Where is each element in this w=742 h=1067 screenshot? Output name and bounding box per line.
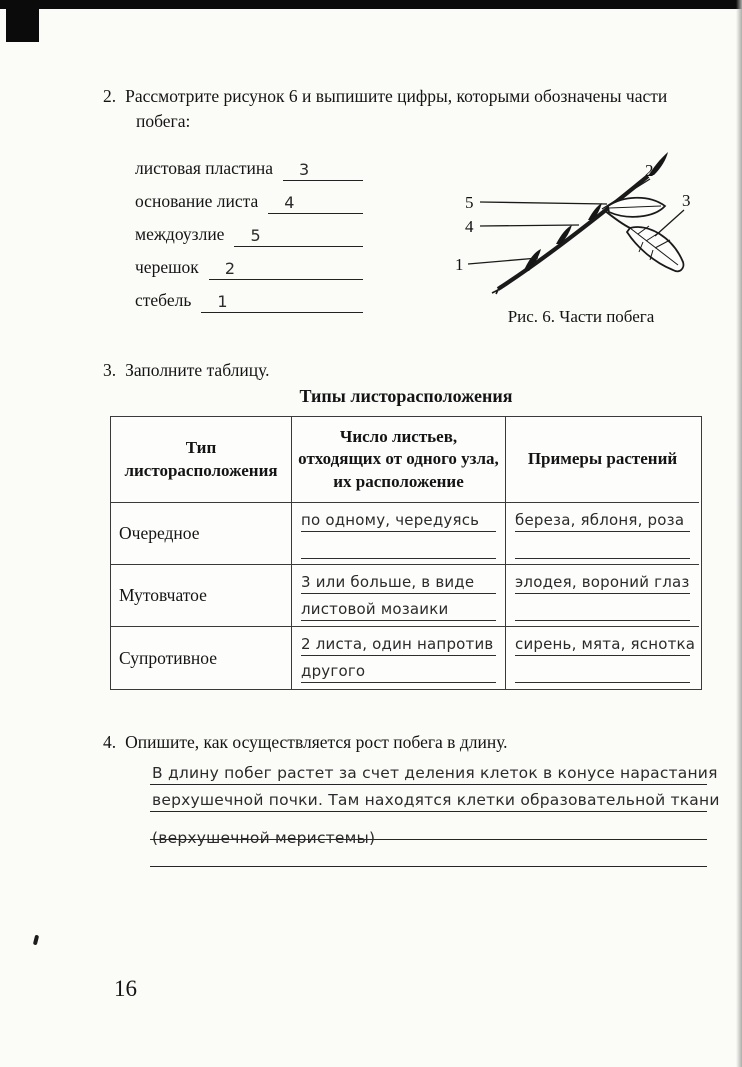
- table-header-count: Число листьев, отходящих от одного узла, их расположение: [292, 417, 506, 503]
- answer-blank-line: [268, 181, 363, 214]
- page-number: 16: [114, 976, 137, 1001]
- table-cell-type: Мутовчатое: [111, 565, 292, 627]
- scan-corner-block: [6, 0, 39, 42]
- handwritten-answer: 4: [284, 193, 295, 212]
- answer-line: [515, 505, 690, 532]
- answer-line: [515, 532, 690, 559]
- answer-line: [301, 629, 496, 656]
- figure-pointer-5: 5: [465, 193, 474, 212]
- answer-line: [301, 594, 496, 621]
- answer-blank-line: [201, 280, 363, 313]
- handwritten-answer: 2 листа, один напротив: [301, 635, 494, 653]
- handwritten-answer: (верхушечной меристемы): [152, 828, 376, 847]
- figure-shoot: [452, 146, 710, 327]
- handwritten-answer: 2: [224, 259, 236, 278]
- table-cell-examples: [506, 627, 699, 689]
- leaf-arrangement-table: [110, 416, 702, 690]
- handwritten-answer: по одному, чередуясь: [301, 511, 480, 529]
- table-cell-count: [292, 565, 506, 627]
- scan-edge-shadow: [736, 0, 742, 1067]
- axillary-bud: [588, 203, 602, 220]
- fill-row-leaf-blade: [135, 148, 363, 181]
- handwritten-answer: верхушечной почки. Там находятся клетки образовательной ткани: [152, 791, 720, 809]
- fill-row-internode: [135, 214, 363, 247]
- answer-line: [301, 656, 496, 683]
- fill-label: основание листа: [135, 191, 259, 211]
- task3-heading: [103, 358, 503, 383]
- handwritten-answer: другого: [301, 662, 366, 680]
- figure-pointer-3: 3: [682, 191, 691, 210]
- figure-pointer-1: 1: [455, 255, 464, 274]
- task2-heading: [103, 84, 691, 134]
- table-header-examples: Примеры растений: [506, 417, 699, 503]
- answer-line: [150, 812, 707, 847]
- task2-number: 2.: [103, 86, 117, 106]
- task2-fill-list: [135, 148, 363, 313]
- task4-number: 4.: [103, 732, 117, 752]
- answer-blank-line: [234, 214, 363, 247]
- leaf-main: [627, 227, 683, 271]
- answer-line: [515, 629, 696, 656]
- handwritten-answer: В длину побег растет за счет деления клеток в конусе нарастания: [152, 763, 718, 782]
- fill-row-stem: [135, 280, 363, 313]
- fill-label: междоузлие: [135, 224, 225, 244]
- table-cell-count: [292, 503, 506, 565]
- handwritten-answer: 5: [250, 226, 261, 245]
- scan-mark: [33, 935, 39, 946]
- fill-label: черешок: [135, 257, 199, 277]
- figure-caption: Рис. 6. Части побега: [507, 307, 655, 326]
- fill-row-petiole: [135, 247, 363, 280]
- table-cell-examples: [506, 503, 699, 565]
- handwritten-answer: береза, яблоня, роза: [515, 511, 685, 529]
- table-cell-type: Супротивное: [111, 627, 292, 689]
- table-cell-type: Очередное: [111, 503, 292, 565]
- stem-line: [498, 176, 648, 289]
- answer-line: [515, 567, 690, 594]
- task4-answer-block: [150, 757, 720, 867]
- pointer-line-1: [468, 258, 538, 264]
- table-title: Типы листорасположения: [299, 386, 513, 406]
- scan-top-strip: [0, 0, 742, 9]
- answer-line: [515, 594, 690, 621]
- task3-text: Заполните таблицу.: [125, 360, 270, 380]
- answer-line: [301, 532, 496, 559]
- handwritten-answer: 1: [217, 292, 228, 311]
- table-cell-examples: [506, 565, 699, 627]
- table-cell-count: [292, 627, 506, 689]
- task4-heading: [103, 730, 691, 755]
- answer-line: [150, 785, 720, 813]
- task4-text: Опишите, как осуществляется рост побега в длину.: [125, 732, 508, 752]
- fill-row-leaf-base: [135, 181, 363, 214]
- shoot-drawing-svg: [452, 146, 710, 298]
- answer-blank-line: [283, 148, 363, 181]
- pointer-line-5: [480, 202, 607, 204]
- answer-blank-line: [209, 247, 363, 280]
- figure-pointer-2: 2: [645, 161, 654, 180]
- fill-label: стебель: [135, 290, 192, 310]
- answer-line: [301, 505, 496, 532]
- answer-line: [301, 567, 496, 594]
- pointer-line-4: [480, 225, 579, 226]
- pointer-line-3: [655, 210, 684, 236]
- handwritten-answer: сирень, мята, яснотка: [515, 635, 696, 653]
- answer-line: [150, 757, 718, 785]
- figure-pointer-4: 4: [465, 217, 474, 236]
- handwritten-answer: листовой мозаики: [301, 600, 449, 618]
- handwritten-answer: элодея, вороний глаз: [515, 573, 690, 591]
- fill-label: листовая пластина: [135, 158, 274, 178]
- task2-text: Рассмотрите рисунок 6 и выпишите цифры, которыми обозначены части побега:: [125, 86, 668, 131]
- task3-number: 3.: [103, 360, 117, 380]
- answer-line: [515, 656, 690, 683]
- table-header-type: Тип листорасположения: [111, 417, 292, 503]
- handwritten-answer: 3: [299, 160, 310, 179]
- handwritten-answer: 3 или больше, в виде: [301, 573, 475, 591]
